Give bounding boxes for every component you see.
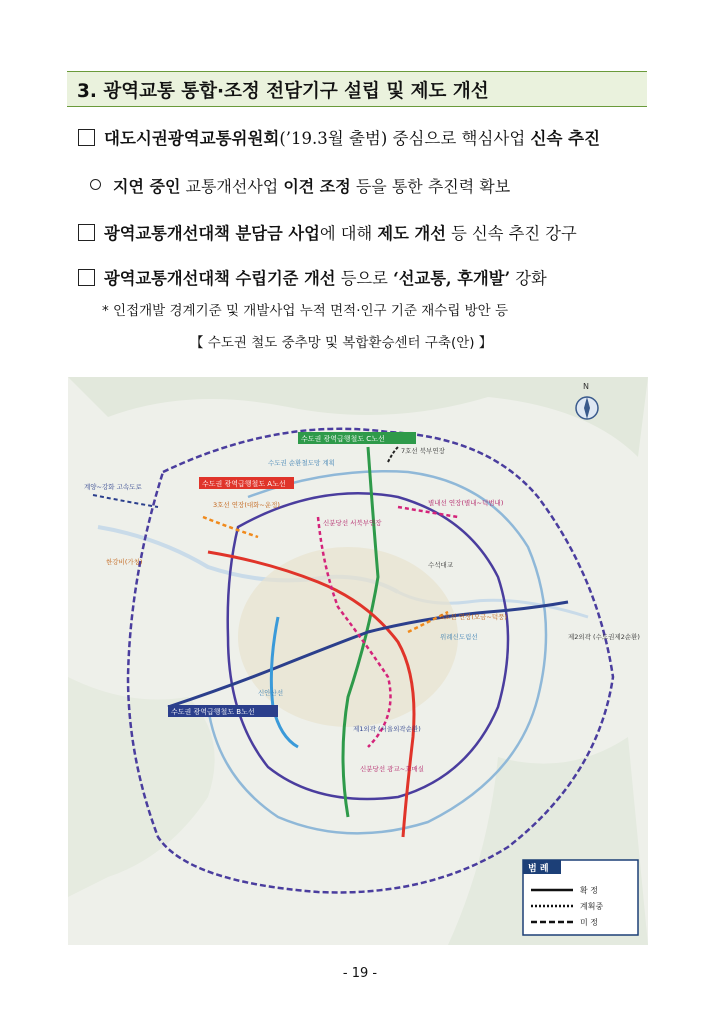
item-4-bold-2: ‘선교통, 후개발’ [393, 269, 511, 288]
item-1-bold: 대도시권광역교통위원회 [104, 129, 280, 148]
page-number: - 19 - [342, 966, 378, 981]
label-line7: 7호선 북부연장 [401, 447, 445, 455]
item-1-bold-2: 신속 추진 [530, 129, 601, 148]
label-hanggangbi: 한강비(가칭) [106, 558, 143, 566]
label-byeollae: 별내선 연장(별내~덕범내) [428, 499, 504, 507]
map-legend [523, 860, 638, 935]
item-4-text-2: 강화 [510, 269, 547, 288]
footnote: * 인접개발 경계기준 및 개발사업 누적 면적·인구 기준 재수립 방안 등 [102, 303, 509, 319]
section-title: 3. 광역교통 통합·조정 전담기구 설립 및 제도 개선 [77, 81, 489, 102]
label-suseok: 수석대교 [428, 561, 454, 569]
label-line3-oricheon: 3호선 연장(오금~덕풍) [440, 613, 507, 621]
label-gtx-c: 수도권 광역급행철도 C노선 [301, 435, 385, 443]
label-sinansan: 신안산선 [258, 689, 284, 697]
label-sinbundang-south: 신분당선 광교~호매실 [360, 765, 425, 773]
legend-undecided: 미 정 [580, 918, 598, 927]
legend-confirmed: 확 정 [580, 886, 598, 895]
item-1-text: (’19.3월 출범) 중심으로 핵심사업 [279, 129, 531, 148]
item-4-bold: 광역교통개선대책 수립기준 개선 [104, 269, 336, 288]
label-line3-ext: 3호선 연장(대화~운정) [213, 501, 280, 509]
checkbox-square-icon [78, 269, 95, 286]
label-gtx-a: 수도권 광역급행철도 A노선 [202, 480, 286, 488]
section-header [67, 71, 647, 107]
north-label: N [583, 382, 589, 391]
legend-title: 범 례 [528, 864, 549, 874]
item-3-bold: 광역교통개선대책 분담금 사업 [104, 224, 320, 243]
item-3-bold-2: 제도 개선 [377, 224, 446, 243]
bullet-item-2 [78, 220, 577, 244]
item-3-text-2: 등 신속 추진 강구 [445, 224, 577, 243]
legend-planned: 계획중 [580, 902, 604, 911]
label-ring2: 제2외곽 (수도권제2순환) [568, 633, 640, 641]
checkbox-square-icon [78, 224, 95, 241]
circle-bullet-icon [90, 179, 101, 190]
label-ring1: 제1외곽 (서울외곽순환) [353, 725, 421, 733]
item-2-text-2: 등을 통한 추진력 확보 [350, 177, 511, 196]
bullet-item-1 [78, 125, 600, 149]
rail-network-map [68, 377, 648, 945]
label-gyeyang: 계양~강화 고속도로 [84, 483, 142, 491]
checkbox-square-icon [78, 129, 95, 146]
item-3-text: 에 대해 [319, 224, 378, 243]
sub-item-1 [90, 174, 510, 197]
label-sinbundang-north: 신분당선 서북부연장 [323, 519, 382, 527]
label-gtx-b: 수도권 광역급행철도 B노선 [171, 708, 255, 716]
label-wirye: 위례신도림선 [440, 633, 478, 641]
item-2-text: 교통개선사업 [180, 177, 284, 196]
item-2-bold-2: 이견 조정 [283, 177, 351, 196]
item-2-bold: 지연 중인 [113, 177, 181, 196]
map-caption: 【 수도권 철도 중추망 및 복합환승센터 구축(안) 】 [190, 335, 493, 351]
label-circular: 수도권 순환철도망 계획 [268, 459, 335, 467]
bullet-item-3 [78, 265, 547, 289]
item-4-text: 등으로 [335, 269, 394, 288]
